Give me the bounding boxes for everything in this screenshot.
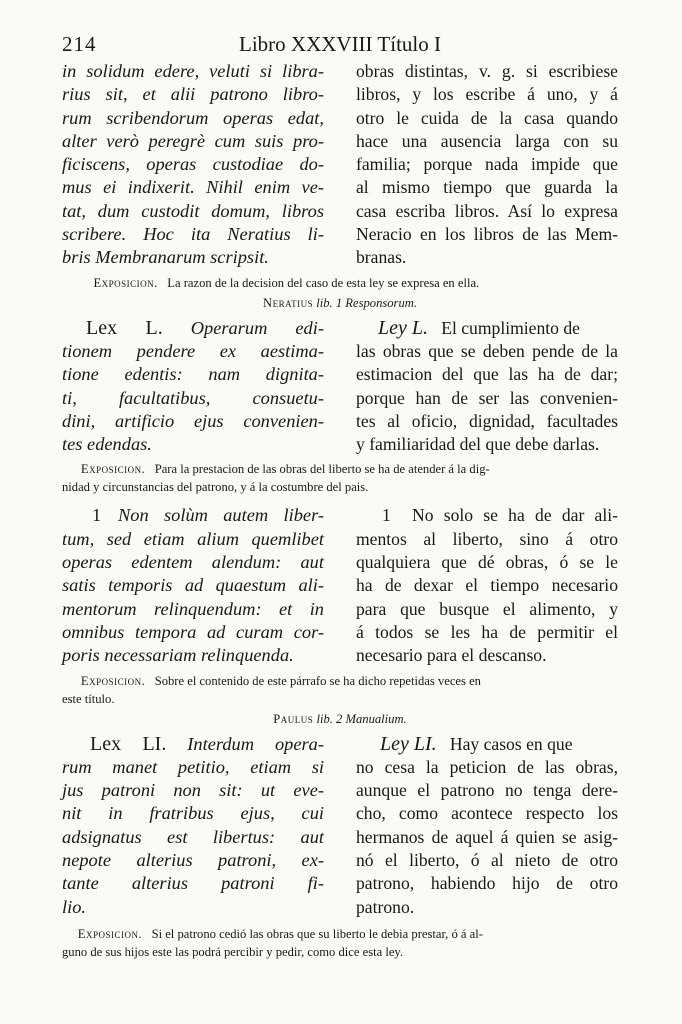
- spanish-line: No solo se ha de dar ali-: [412, 505, 618, 526]
- spanish-line: nó el liberto, ó al nieto de otro: [356, 850, 618, 871]
- spanish-line: ha de dexar el tiempo necesario: [356, 575, 618, 596]
- exposicion-text: La razon de la decision del caso de esta ley se expresa en ella.: [167, 275, 480, 290]
- spanish-line: porque han de ser las convenien-: [356, 387, 618, 408]
- page-number: 214: [62, 32, 97, 56]
- latin-line: tes edendas.: [62, 434, 152, 455]
- lex-label: Lex LI.: [90, 732, 167, 755]
- latin-column: [62, 733, 324, 919]
- latin-line: ficiscens, operas custodiae do-: [62, 154, 324, 175]
- exposicion-label: Exposicion.: [77, 926, 143, 941]
- latin-line: lio.: [62, 896, 87, 917]
- ley-label: Ley LI.: [380, 732, 437, 755]
- source-author: Neratius: [262, 295, 314, 310]
- exposicion-note: [62, 925, 618, 961]
- section-continuation: [62, 60, 618, 270]
- running-title: Libro XXXVIII Título I: [239, 32, 441, 56]
- spanish-line: al mismo tiempo que guarda la: [356, 177, 618, 198]
- exposicion-note: [62, 460, 618, 496]
- latin-line: bris Membranarum scripsit.: [62, 247, 269, 268]
- spanish-line: tes al oficio, dignidad, facultades: [356, 410, 618, 431]
- spanish-line: hermanos de aquel á quien se asig-: [356, 826, 618, 847]
- spanish-line: El cumplimiento de: [441, 317, 580, 338]
- latin-line: tionem pendere ex aestima-: [62, 340, 324, 361]
- latin-line: adsignatus est libertus: aut: [62, 826, 324, 847]
- spanish-line: para que busque el alimento, y: [356, 598, 618, 619]
- spanish-line: otro le cuida de la casa quando: [356, 107, 618, 128]
- spanish-line: mentos al liberto, sino á otro: [356, 528, 618, 549]
- paragraph-number: 1: [382, 505, 391, 526]
- spanish-line: Hay casos en que: [449, 733, 573, 754]
- spanish-line: estimacion del que las ha de dar;: [356, 364, 618, 385]
- latin-line: omnibus tempora ad curam cor-: [62, 621, 324, 642]
- spanish-line: familia; porque nada impide que: [356, 154, 618, 175]
- spanish-line: Neracio en los libros de las Mem-: [356, 224, 618, 245]
- running-header: [62, 30, 618, 60]
- latin-line: tum, sed etiam alium quemlibet: [62, 528, 324, 549]
- book-page: [62, 30, 618, 965]
- latin-line: Operarum edi-: [190, 317, 324, 338]
- spanish-line: aunque el patrono no tenga dere-: [356, 780, 618, 801]
- spanish-line: libros, y los escribe á uno, y á: [356, 84, 618, 105]
- exposicion-text: Sobre el contenido de este párrafo se ha dicho repetidas veces en: [154, 673, 481, 688]
- exposicion-note: [62, 274, 618, 292]
- latin-line: in solidum edere, veluti si libra-: [62, 61, 324, 81]
- spanish-line: no cesa la peticion de las obras,: [356, 756, 618, 777]
- latin-line: dini, artificio ejus convenien-: [62, 410, 324, 431]
- spanish-line: obras distintas, v. g. si escribiese: [356, 61, 618, 81]
- spanish-line: y familiaridad del que debe darlas.: [356, 434, 600, 455]
- section-lex-50: [62, 317, 618, 457]
- exposicion-text: guno de sus hijos este las podrá percibir y pedir, como dice esta ley.: [62, 944, 404, 959]
- source-work: lib. 2 Manualium.: [316, 711, 407, 726]
- spanish-line: cho, como acontece respecto los: [356, 803, 618, 824]
- spanish-column: [356, 317, 618, 457]
- exposicion-label: Exposicion.: [80, 462, 146, 477]
- section-lex-51: [62, 733, 618, 919]
- spanish-line: branas.: [356, 247, 407, 268]
- latin-column: [62, 317, 324, 457]
- spanish-line: patrono.: [356, 896, 415, 917]
- spanish-line: qualquiera que dé obras, ó se le: [356, 552, 618, 573]
- spanish-column: [356, 733, 618, 919]
- latin-line: rius sit, et alii patrono libro-: [62, 84, 324, 105]
- spanish-column: [356, 504, 618, 667]
- latin-line: tat, dum custodit domum, libros: [62, 200, 324, 221]
- ley-label: Ley L.: [378, 316, 428, 339]
- source-author: Paulus: [273, 711, 314, 726]
- latin-line: nit in fratribus ejus, cui: [62, 803, 324, 824]
- spanish-line: necesario para el descanso.: [356, 645, 547, 666]
- latin-line: mus ei indixerit. Nihil enim ve-: [62, 177, 324, 198]
- latin-line: Non solùm autem liber-: [118, 505, 324, 526]
- latin-line: tione edentis: nam dignita-: [62, 364, 324, 385]
- exposicion-text: este título.: [62, 691, 115, 706]
- section-paragraph-1: [62, 504, 618, 667]
- exposicion-text: Si el patrono cedió las obras que su liberto le debia prestar, ó á al-: [151, 926, 483, 941]
- spanish-line: casa escriba libros. Así lo expresa: [356, 200, 618, 221]
- latin-line: Interdum opera-: [187, 733, 324, 754]
- exposicion-label: Exposicion.: [80, 673, 146, 688]
- exposicion-text: Para la prestacion de las obras del liberto se ha de atender á la dig-: [154, 462, 490, 477]
- latin-line: poris necessariam relinquenda.: [62, 645, 294, 666]
- latin-line: scribere. Hoc ita Neratius li-: [62, 224, 324, 245]
- spanish-line: hace una ausencia larga con su: [356, 130, 618, 151]
- exposicion-text: nidad y circunstancias del patrono, y á la costumbre del pais.: [62, 480, 369, 495]
- latin-line: nepote alterius patroni, ex-: [62, 850, 324, 871]
- exposicion-label: Exposicion.: [93, 275, 158, 290]
- spanish-line: patrono, habiendo hijo de otro: [356, 873, 618, 894]
- latin-line: tante alterius patroni fi-: [62, 873, 324, 894]
- source-citation: [62, 296, 618, 311]
- latin-line: jus patroni non sit: ut eve-: [62, 780, 324, 801]
- latin-line: ti, facultatibus, consuetu-: [62, 387, 324, 408]
- exposicion-note: [62, 672, 618, 708]
- spanish-line: las obras que se deben pende de la: [356, 340, 618, 361]
- latin-column: [62, 60, 324, 270]
- lex-label: Lex L.: [86, 316, 163, 339]
- latin-line: rum scribendorum operas edat,: [62, 107, 324, 128]
- paragraph-number: 1: [92, 505, 102, 526]
- latin-line: mentorum relinquendum: et in: [62, 598, 324, 619]
- source-work: lib. 1 Responsorum.: [316, 295, 417, 310]
- spanish-column: [356, 60, 618, 270]
- latin-line: alter verò peregrè cum suis pro-: [62, 130, 324, 151]
- latin-column: [62, 504, 324, 667]
- spanish-line: á todos se les ha de permitir el: [356, 621, 618, 642]
- latin-line: rum manet petitio, etiam si: [62, 756, 324, 777]
- latin-line: satis temporis ad quaestum ali-: [62, 575, 324, 596]
- source-citation: [62, 712, 618, 727]
- latin-line: operas edentem alendum: aut: [62, 552, 324, 573]
